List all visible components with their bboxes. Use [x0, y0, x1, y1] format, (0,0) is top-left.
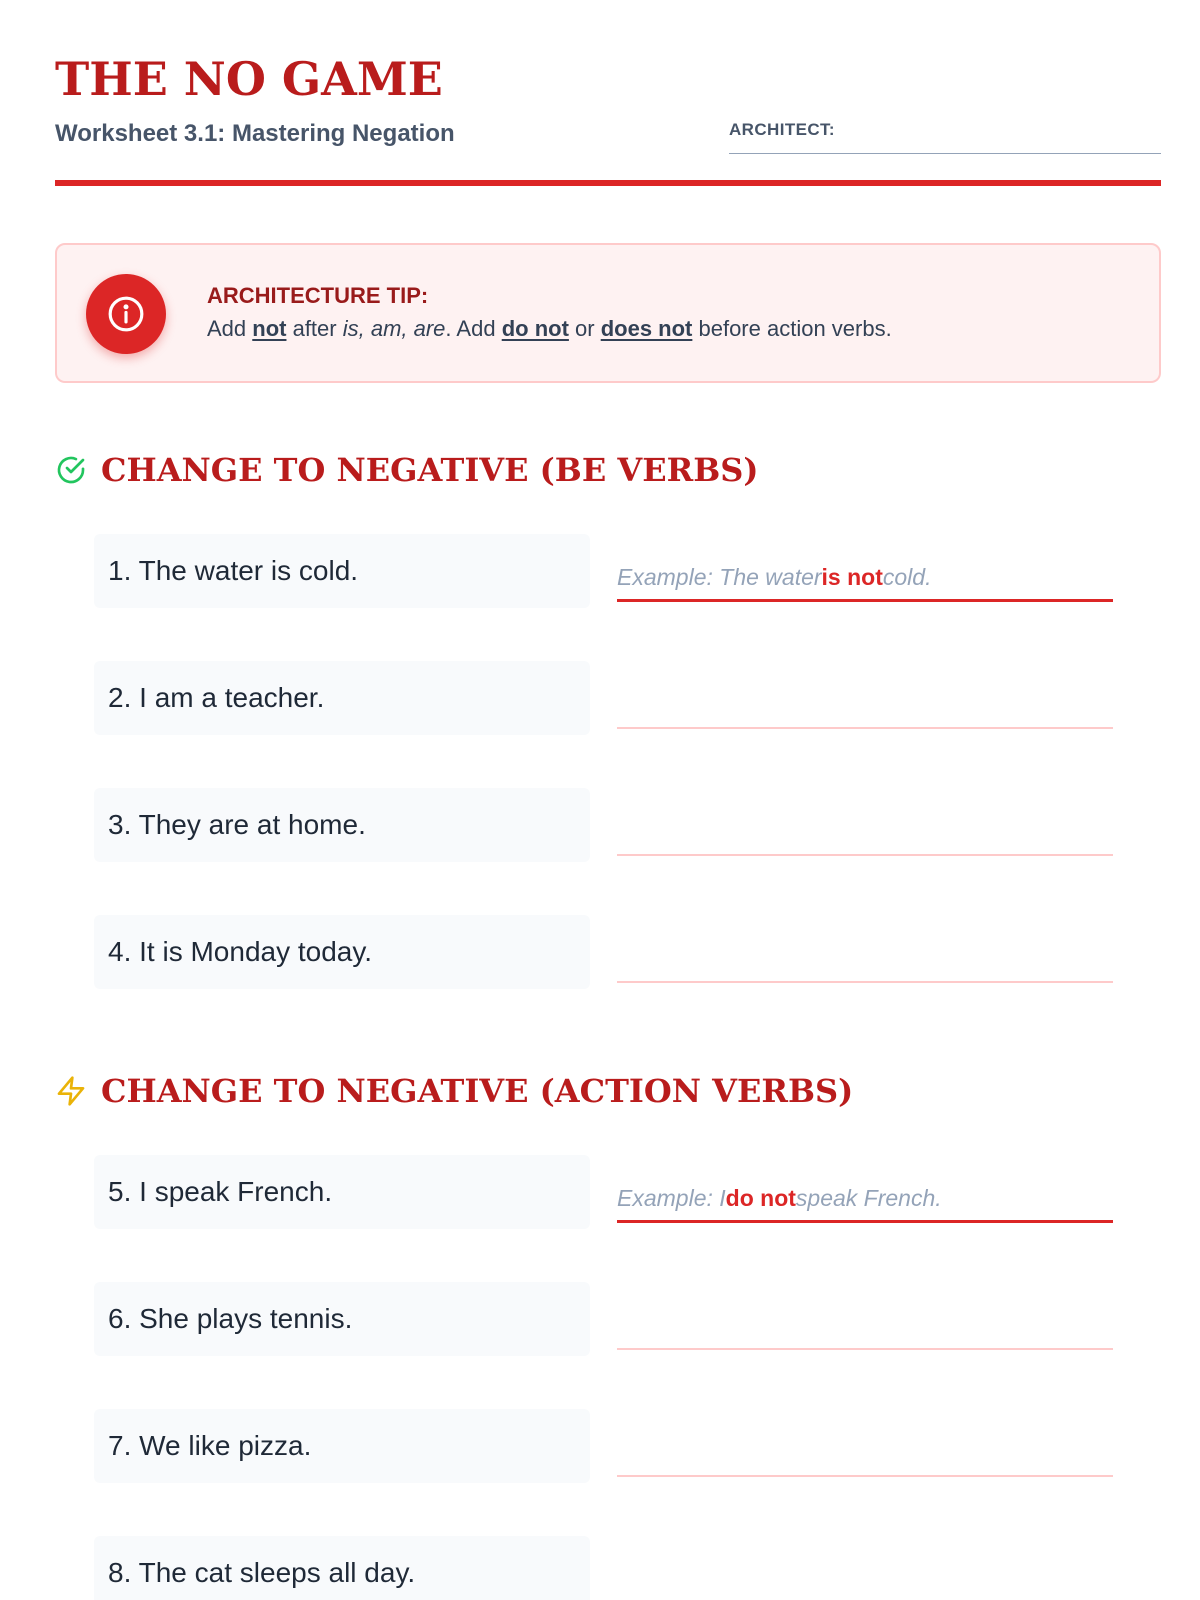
tip-text-part: after — [286, 316, 343, 341]
example-prefix: Example: The water — [617, 564, 822, 590]
exercise-row — [94, 1536, 1114, 1600]
exercise-prompt: 2. I am a teacher. — [94, 661, 590, 735]
tip-text-part: before action verbs. — [692, 316, 892, 341]
section-title-text: CHANGE TO NEGATIVE (ACTION VERBS) — [101, 1072, 854, 1110]
architect-name-field[interactable] — [729, 120, 1161, 154]
architect-label: ARCHITECT: — [729, 120, 835, 139]
answer-line[interactable] — [617, 981, 1113, 983]
example-negation: do not — [725, 1185, 796, 1211]
tip-keyword-not: not — [252, 316, 287, 341]
exercise-row — [94, 915, 1114, 989]
tip-keyword-does-not: does not — [600, 316, 693, 341]
tip-text — [207, 316, 892, 342]
example-suffix: speak French. — [795, 1185, 942, 1211]
exercise-row — [94, 1155, 1114, 1229]
answer-line[interactable] — [617, 727, 1113, 729]
example-suffix: cold. — [882, 564, 932, 590]
page-title: THE NO GAME — [55, 52, 443, 106]
answer-line[interactable] — [617, 1348, 1113, 1350]
answer-line[interactable] — [617, 1220, 1113, 1223]
check-circle-icon — [55, 454, 87, 486]
lightning-icon — [55, 1075, 87, 1107]
tip-be-verbs: is, am, are — [342, 316, 446, 341]
exercise-prompt: 1. The water is cold. — [94, 534, 590, 608]
info-icon — [86, 274, 166, 354]
section-title-action-verbs — [55, 1072, 854, 1110]
worksheet-header — [55, 52, 1161, 188]
tip-text-part: Add — [207, 316, 253, 341]
exercise-prompt: 5. I speak French. — [94, 1155, 590, 1229]
answer-line[interactable] — [617, 1475, 1113, 1477]
section-title-text: CHANGE TO NEGATIVE (BE VERBS) — [101, 451, 759, 489]
exercise-row — [94, 1409, 1114, 1483]
architecture-tip-box — [55, 243, 1161, 383]
tip-keyword-do-not: do not — [501, 316, 569, 341]
exercise-prompt: 8. The cat sleeps all day. — [94, 1536, 590, 1600]
example-answer — [617, 564, 931, 591]
exercise-prompt: 6. She plays tennis. — [94, 1282, 590, 1356]
exercise-prompt: 4. It is Monday today. — [94, 915, 590, 989]
tip-heading: ARCHITECTURE TIP: — [207, 283, 429, 308]
header-divider — [55, 180, 1161, 186]
section-title-be-verbs — [55, 451, 759, 489]
tip-text-part: or — [568, 316, 601, 341]
exercise-row — [94, 788, 1114, 862]
exercise-prompt: 3. They are at home. — [94, 788, 590, 862]
worksheet-subtitle: Worksheet 3.1: Mastering Negation — [55, 120, 455, 147]
example-negation: is not — [821, 564, 883, 590]
example-answer — [617, 1185, 942, 1212]
example-prefix: Example: I — [617, 1185, 726, 1211]
exercise-row — [94, 1282, 1114, 1356]
exercise-row — [94, 534, 1114, 608]
answer-line[interactable] — [617, 599, 1113, 602]
tip-text-part: . Add — [445, 316, 502, 341]
exercise-prompt: 7. We like pizza. — [94, 1409, 590, 1483]
answer-line[interactable] — [617, 854, 1113, 856]
exercise-row — [94, 661, 1114, 735]
